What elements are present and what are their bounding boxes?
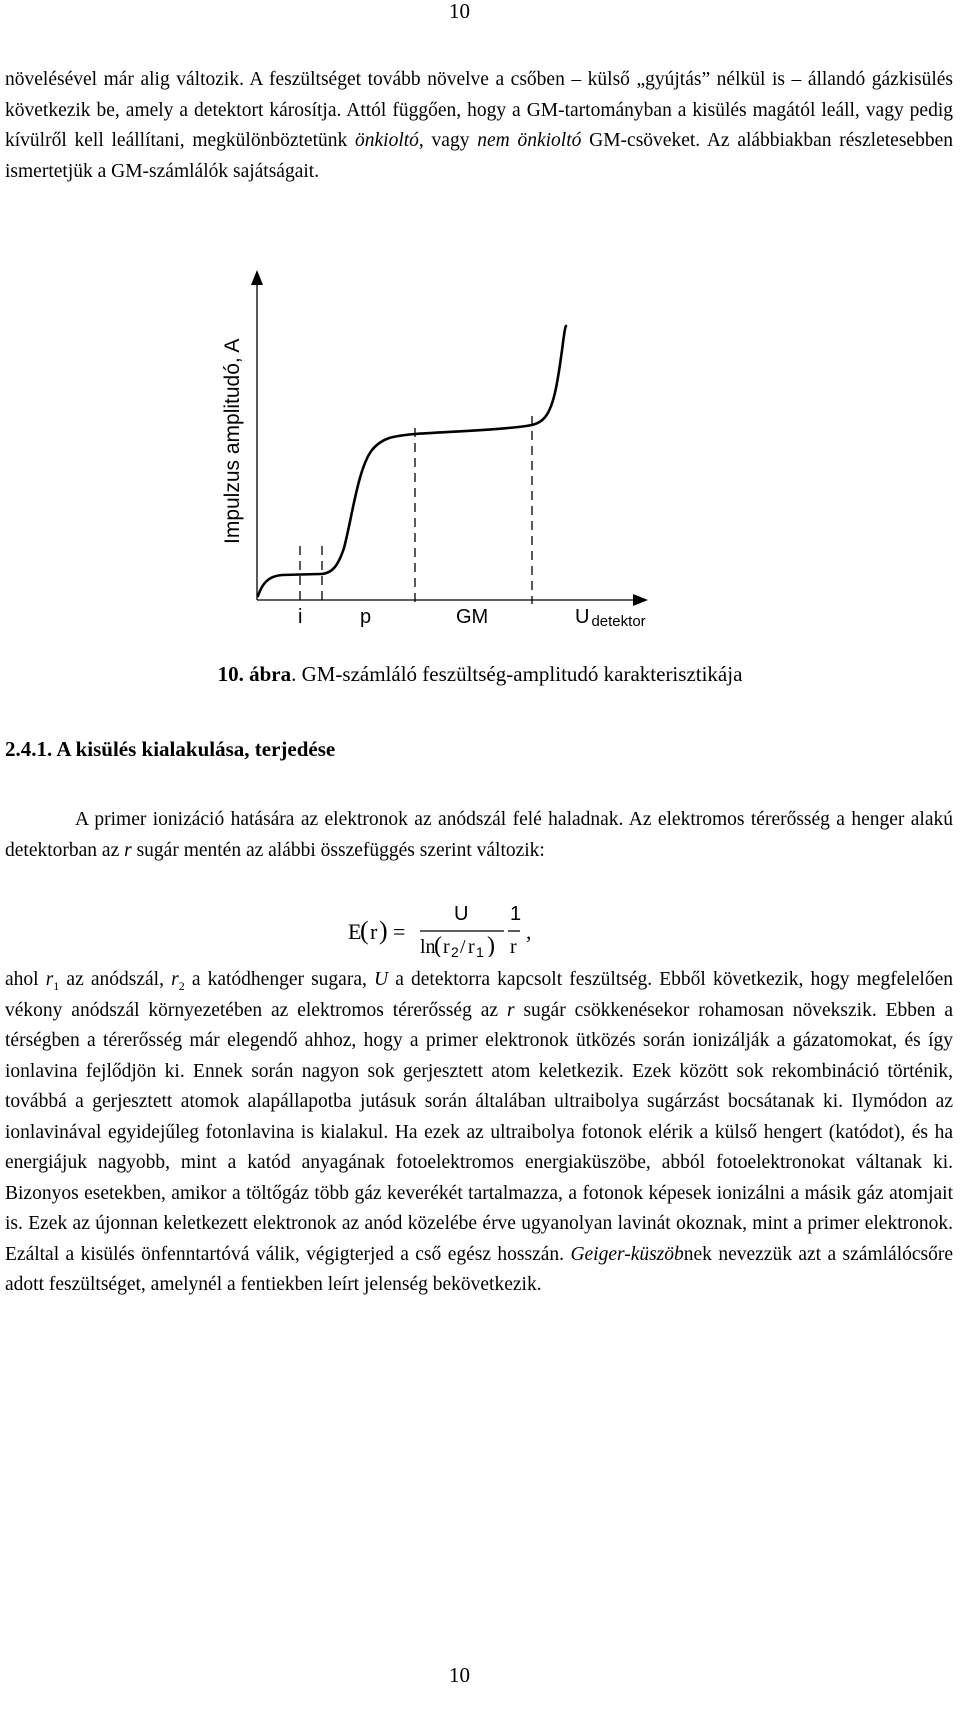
svg-text:E: E	[348, 919, 362, 944]
svg-text:r: r	[510, 936, 517, 957]
svg-text:r: r	[468, 936, 475, 957]
page-number-top: 10	[449, 0, 470, 23]
svg-text:,: ,	[526, 919, 532, 944]
field-paragraph: A primer ionizáció hatására az elektronok az anódszál felé haladnak. Az elektromos térerősség a henger alakú detektorban az r sugár mentén az alábbi összefüggés szerint változik:	[5, 809, 953, 861]
y-axis-arrow	[251, 270, 263, 285]
page-number-bottom: 10	[449, 1663, 470, 1687]
svg-text:): )	[379, 916, 388, 945]
svg-text:1: 1	[510, 903, 522, 925]
region-label-p: p	[360, 606, 372, 628]
region-label-i: i	[298, 606, 303, 628]
x-axis-arrow	[633, 594, 648, 606]
svg-text:2: 2	[451, 944, 459, 957]
x-axis-label: U detektor	[575, 606, 646, 630]
intro-paragraph: növelésével már alig változik. A feszültséget tovább növelve a csőben – külső „gyújtás” nélkül is – állandó gázkisülés következik be, amely a detektort károsítja. Attól függően, hogy a GM-tartományban a kisülés magától leáll, vagy pedig kívülről kell leállítani, megkülönböztetünk önkioltó, vagy nem önkioltó GM-csöveket. Az alábbiakban részletesebben ismertetjük a GM-számlálók sajátságait.	[5, 69, 953, 182]
svg-text:=: =	[393, 919, 406, 944]
svg-text:U: U	[454, 903, 469, 925]
figure-caption: 10. ábra. GM-számláló feszültség-amplitudó karakterisztikája	[217, 662, 743, 686]
characteristic-curve	[258, 326, 566, 596]
x-axis-label-sub: detektor	[591, 613, 646, 630]
svg-text:): )	[487, 933, 495, 957]
svg-text:(: (	[360, 916, 369, 945]
field-formula	[348, 895, 568, 957]
svg-text:r: r	[443, 936, 450, 957]
svg-text:ln: ln	[420, 936, 436, 957]
y-axis-label: Impulzus amplitudó, A	[221, 338, 244, 544]
section-heading: 2.4.1. A kisülés kialakulása, terjedése	[5, 737, 336, 761]
svg-text:/: /	[460, 936, 466, 957]
region-label-gm: GM	[456, 606, 489, 628]
gm-characteristic-figure	[210, 268, 730, 708]
svg-text:1: 1	[476, 944, 484, 957]
svg-text:r: r	[370, 919, 378, 944]
discharge-paragraph: ahol $r_1$ az anódszál, $r_2$ a katódhenger sugara, U a detektorra kapcsolt feszültség. Ebből következik, hogy megfelelően vékony anódszál környezetében az elektromos térerősség az r sugár csökkenésekor rohamosan növekszik. Ebben a térségben a térerősség már elegendő ahhoz, hogy a primer elektronok ütközés során ionizálják a gázatomokat, és így ionlavina fejlődjön ki. Ennek során nagyon sok gerjesztett atom keletkezik. Ezek között sok rekombináció történik, továbbá a gerjesztett atomok alapállapotba jutásuk során általában ultraibolya sugárzást bocsátanak ki. Ilymódon az ionlavinával egyidejűleg fotonlavina is kialakul. Ha ezek az ultraibolya fotonok elérik a külső hengert (katódot), és ha energiájuk nagyobb, mint a katód anyagának fotoelektromos energiaküszöbe, abból fotoelektronokat váltanak ki. Bizonyos esetekben, amikor a töltőgáz több gáz keverékét tartalmazza, a fotonok képesek ionizálni a másik gáz atomjait is. Ezek az újonnan keletkezett elektronok az anód közelébe érve ugyanolyan lavinát okoznak, mint a primer elektronok. Ezáltal a kisülés önfenntartóvá válik, végigterjed a cső egész hosszán. Geiger-küszöbnek nevezzük azt a számlálócsőre adott feszültséget, amelynél a fentiekben leírt jelenség bekövetkezik.	[5, 969, 954, 1295]
svg-text:(: (	[434, 933, 442, 957]
